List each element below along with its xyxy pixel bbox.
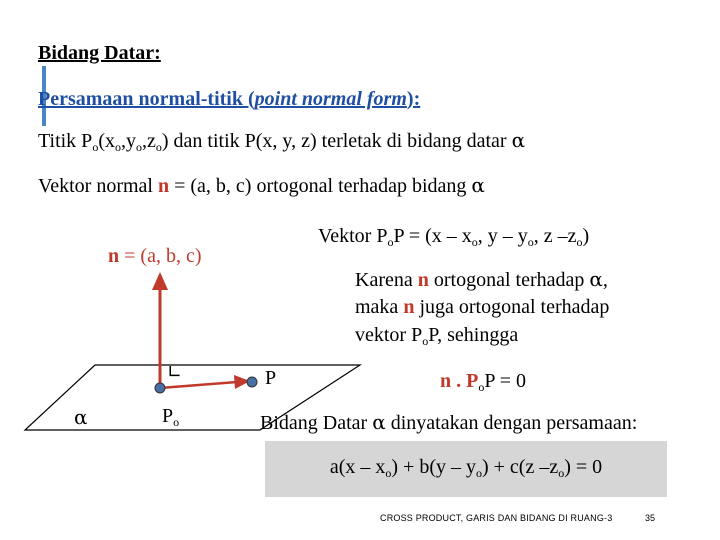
alpha-symbol: α <box>589 267 603 291</box>
subtitle-main: Persamaan normal-titik ( <box>38 88 255 110</box>
plane-equation <box>265 456 667 481</box>
text-seg: = (a, b, c) ortogonal terhadap bidang <box>169 175 472 197</box>
text-seg: Vektor normal <box>38 175 158 197</box>
right-angle-mark: ∟ <box>167 362 183 383</box>
text-seg: a(x – x <box>329 456 386 478</box>
footer-text: CROSS PRODUCT, GARIS DAN BIDANG DI RUANG-3 <box>380 513 613 523</box>
alpha-symbol: α <box>511 128 526 152</box>
point-p0 <box>155 383 165 393</box>
subtitle-end: ): <box>406 88 421 110</box>
subscript: o <box>422 334 429 348</box>
normal-n: n <box>403 296 415 318</box>
p0-label <box>162 405 179 430</box>
text-seg: ortogonal terhadap <box>428 269 590 291</box>
karena-line-1 <box>355 267 608 292</box>
text-seg: P = 0 <box>484 370 527 392</box>
text-seg: Karena <box>355 269 418 291</box>
text-seg: ) + c(z –z <box>481 456 559 478</box>
normal-label <box>108 245 201 268</box>
subscript: o <box>114 140 121 154</box>
text-seg: maka <box>355 296 404 318</box>
subscript: o <box>173 415 180 429</box>
normal-n: n <box>417 269 429 291</box>
text-seg: , y – y <box>477 225 528 247</box>
text-seg: P <box>162 405 174 427</box>
text-seg: ) + b(y – y <box>391 456 476 478</box>
subscript: o <box>471 235 478 249</box>
subscript: o <box>576 235 583 249</box>
alpha-symbol: α <box>372 410 386 434</box>
text-seg: , <box>602 269 608 291</box>
subscript: o <box>135 140 142 154</box>
plane-label-alpha: α <box>74 405 88 429</box>
text-seg: Titik P <box>38 130 93 152</box>
text-seg: juga ortogonal terhadap <box>414 296 610 318</box>
text-seg: P = (x – x <box>393 225 472 247</box>
normal-n: n <box>157 175 170 197</box>
point-p <box>247 377 257 387</box>
text-seg: , z –z <box>533 225 577 247</box>
text-seg: ,y <box>120 130 136 152</box>
subscript: o <box>385 466 392 480</box>
subscript: o <box>478 380 485 394</box>
subscript: o <box>558 466 565 480</box>
subscript: o <box>475 466 482 480</box>
equation-box <box>265 441 667 497</box>
p-label: P <box>265 367 277 389</box>
normal-components: = (a, b, c) <box>119 245 202 267</box>
alpha-symbol: α <box>471 173 485 197</box>
text-seg: Bidang Datar <box>260 412 373 434</box>
karena-line-2 <box>355 296 609 319</box>
dot-product-equation <box>440 370 526 395</box>
normal-arrowhead <box>152 272 168 290</box>
text-seg: Vektor P <box>318 225 388 247</box>
text-seg: dinyatakan dengan persamaan: <box>385 412 638 434</box>
text-seg: ,z <box>141 130 156 152</box>
text-seg: ) <box>582 225 590 247</box>
vector-p0p-line <box>318 225 589 250</box>
subtitle-italic: point normal form <box>254 88 407 110</box>
slide-title: Bidang Datar: <box>38 42 161 64</box>
text-seg: P, sehingga <box>428 324 519 346</box>
subscript: o <box>527 235 534 249</box>
text-seg: vektor P <box>355 324 423 346</box>
text-seg: ) = 0 <box>564 456 603 478</box>
text-seg: (x <box>98 130 115 152</box>
page-number: 35 <box>645 513 656 523</box>
subscript: o <box>387 235 394 249</box>
plane-equation-label <box>260 410 637 435</box>
subscript: o <box>155 140 162 154</box>
subscript: o <box>92 140 99 154</box>
karena-line-3 <box>355 324 518 349</box>
text-seg: ) dan titik P(x, y, z) terletak di bidang datar <box>161 130 512 152</box>
normal-n: n <box>108 245 120 267</box>
text-seg: n . P <box>440 370 479 392</box>
